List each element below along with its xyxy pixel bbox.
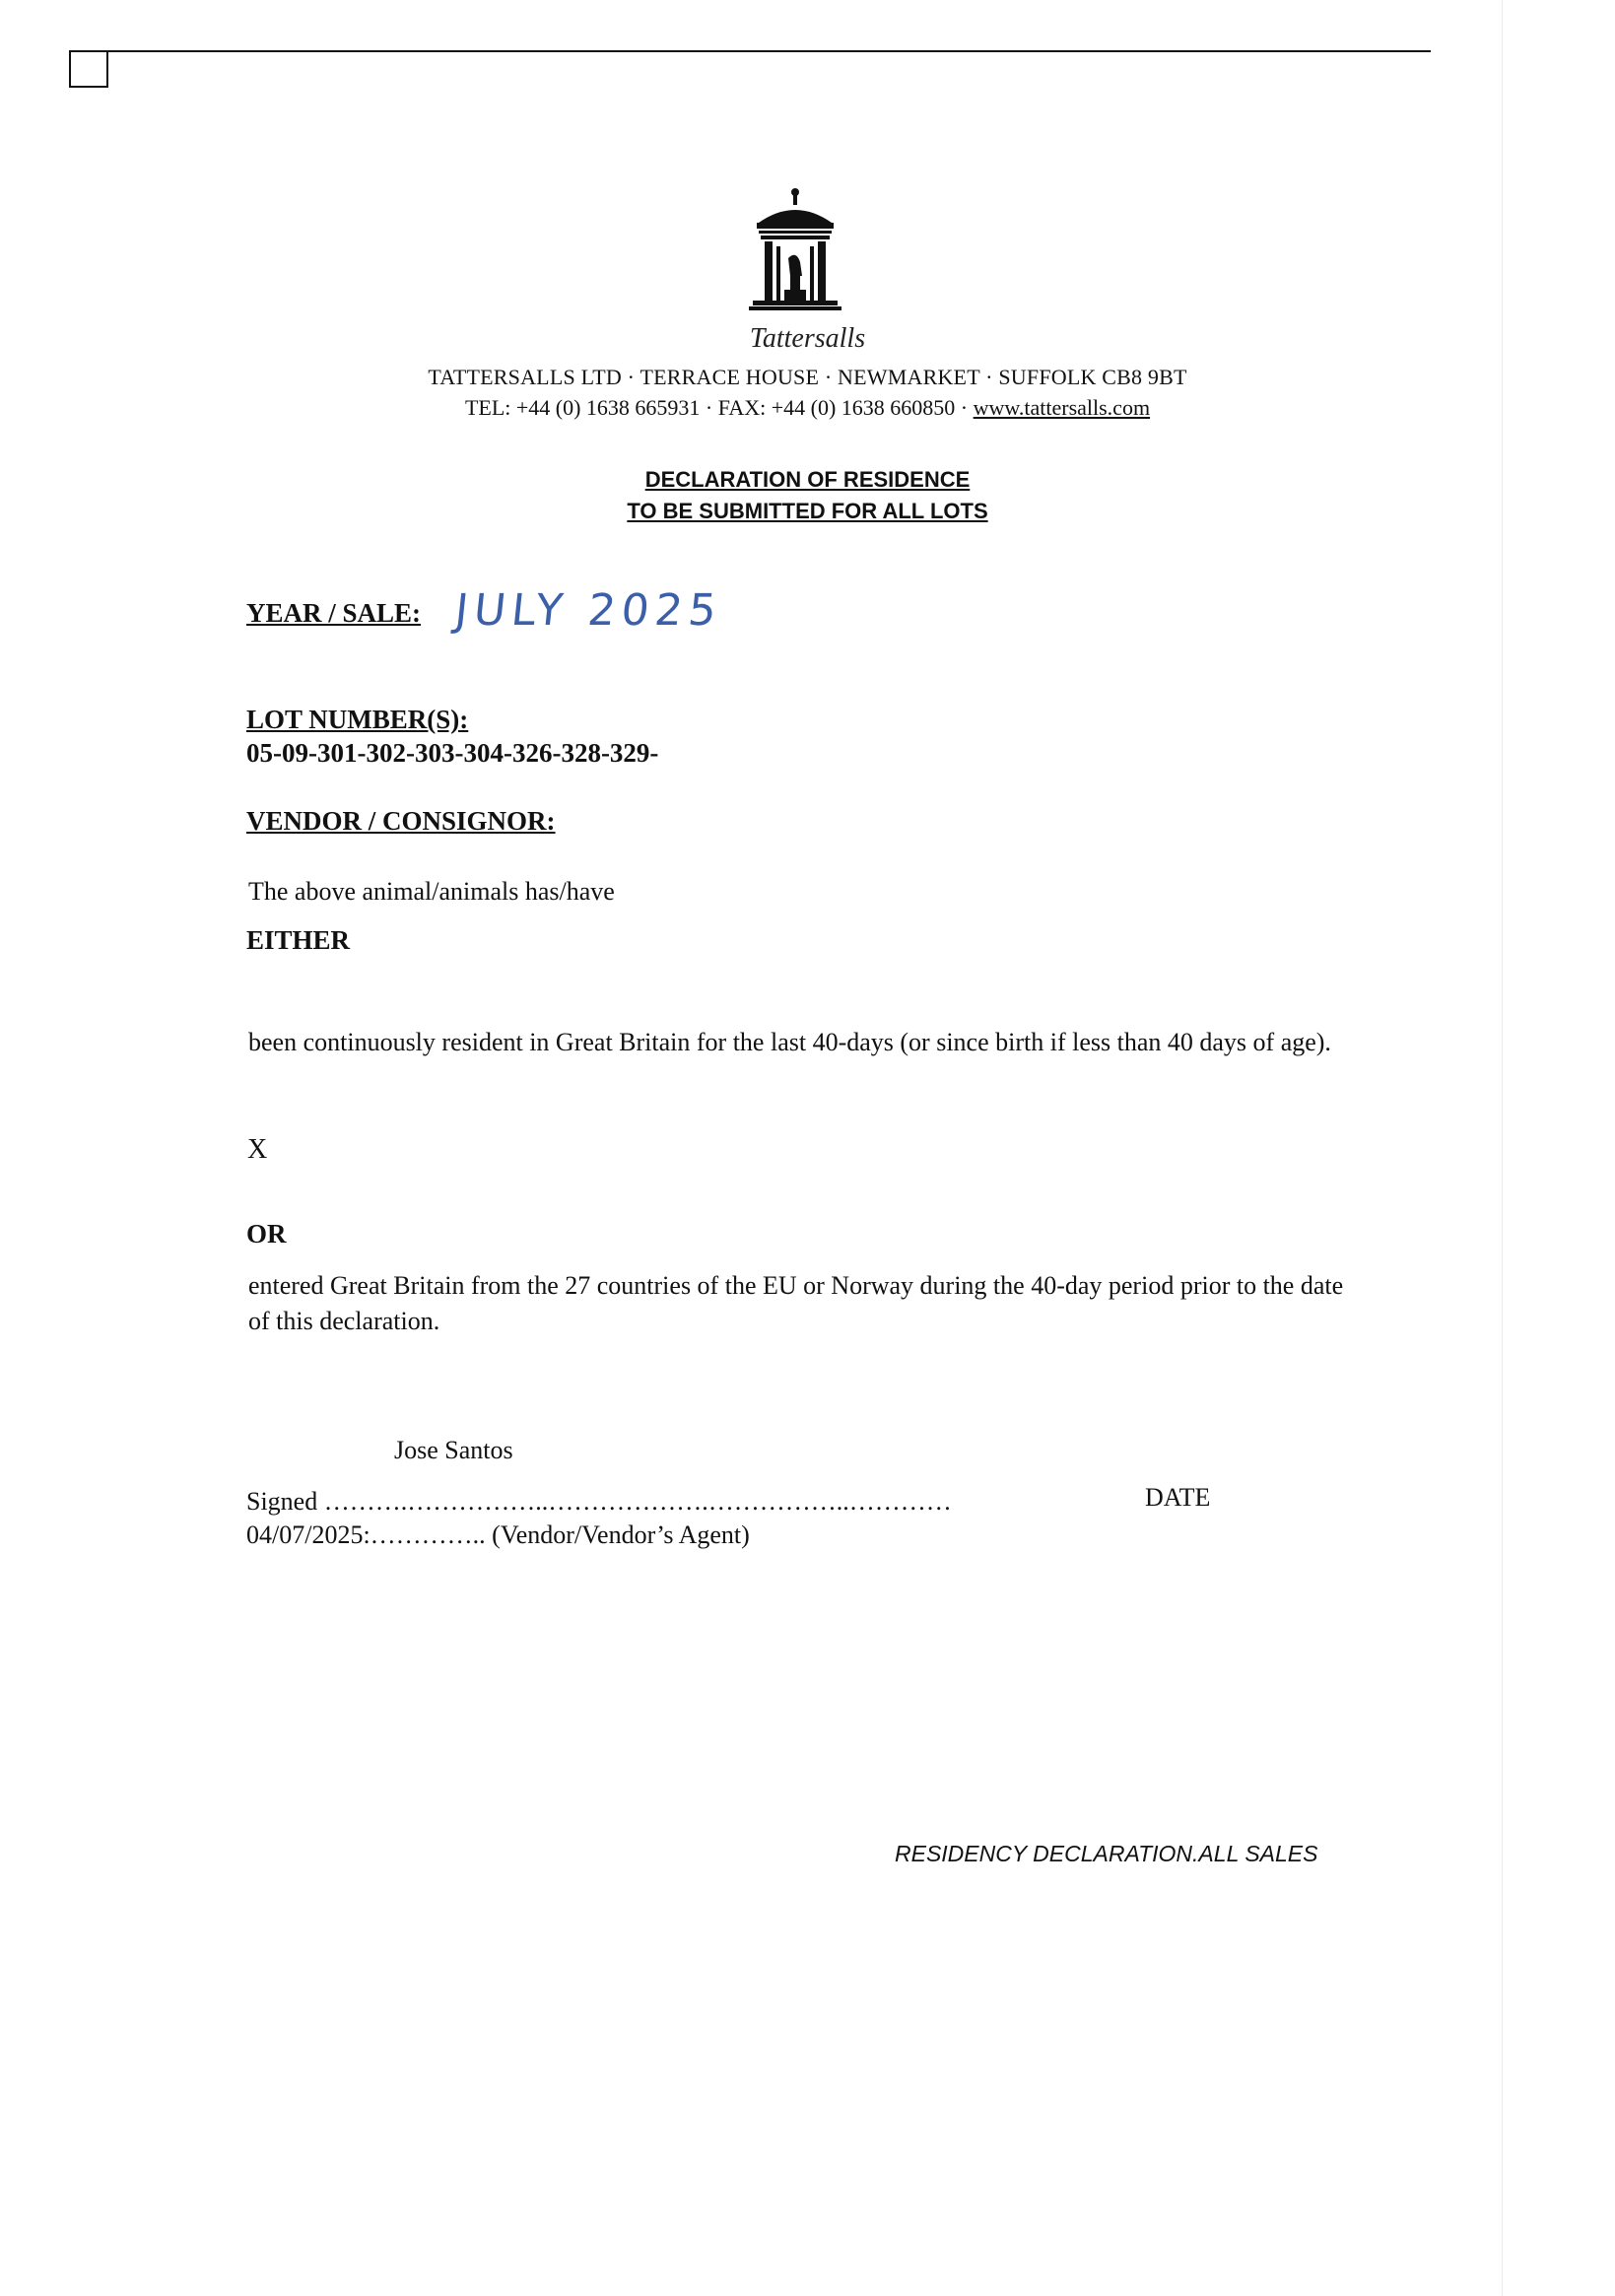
either-heading: EITHER [246, 925, 351, 955]
date-label: DATE [1145, 1483, 1211, 1512]
lot-numbers-label: LOT NUMBER(S): [246, 705, 469, 734]
document-subtitle: TO BE SUBMITTED FOR ALL LOTS [627, 499, 988, 523]
contact-text: TEL: +44 (0) 1638 665931 · FAX: +44 (0) 1638 660850 · [464, 395, 974, 420]
option-resident: been continuously resident in Great Britain for the last 40-days (or since birth if less than 40 days of age). [248, 1028, 1331, 1056]
top-rule [69, 50, 1431, 52]
corner-box [69, 50, 108, 88]
lot-numbers-value: 05-09-301-302-303-304-326-328-329- [246, 738, 659, 768]
brand-name: Tattersalls [749, 323, 866, 354]
or-heading: OR [246, 1219, 287, 1249]
year-sale-handwritten-value: JULY 2025 [452, 585, 725, 636]
signed-line: Signed ……….……………..……………….……………..………… [246, 1487, 952, 1516]
tattersalls-logo-icon [731, 185, 859, 323]
declaration-intro: The above animal/animals has/have [248, 877, 615, 906]
date-line: 04/07/2025:………….. (Vendor/Vendor’s Agent) [246, 1520, 750, 1549]
vendor-consignor-label: VENDOR / CONSIGNOR: [246, 806, 556, 836]
year-sale-label: YEAR / SALE: [246, 598, 422, 628]
address-line: TATTERSALLS LTD · TERRACE HOUSE · NEWMARKET · SUFFOLK CB8 9BT [428, 365, 1187, 389]
selection-mark: X [247, 1134, 268, 1165]
option-entered: entered Great Britain from the 27 countries of the EU or Norway during the 40-day period prior to the date of this declaration. [248, 1271, 1344, 1335]
website-link[interactable]: www.tattersalls.com [973, 395, 1151, 420]
document-title: DECLARATION OF RESIDENCE [644, 467, 971, 492]
contact-line [0, 395, 1615, 421]
footer-reference: RESIDENCY DECLARATION.ALL SALES [895, 1841, 1318, 1866]
signatory-name: Jose Santos [394, 1436, 513, 1464]
